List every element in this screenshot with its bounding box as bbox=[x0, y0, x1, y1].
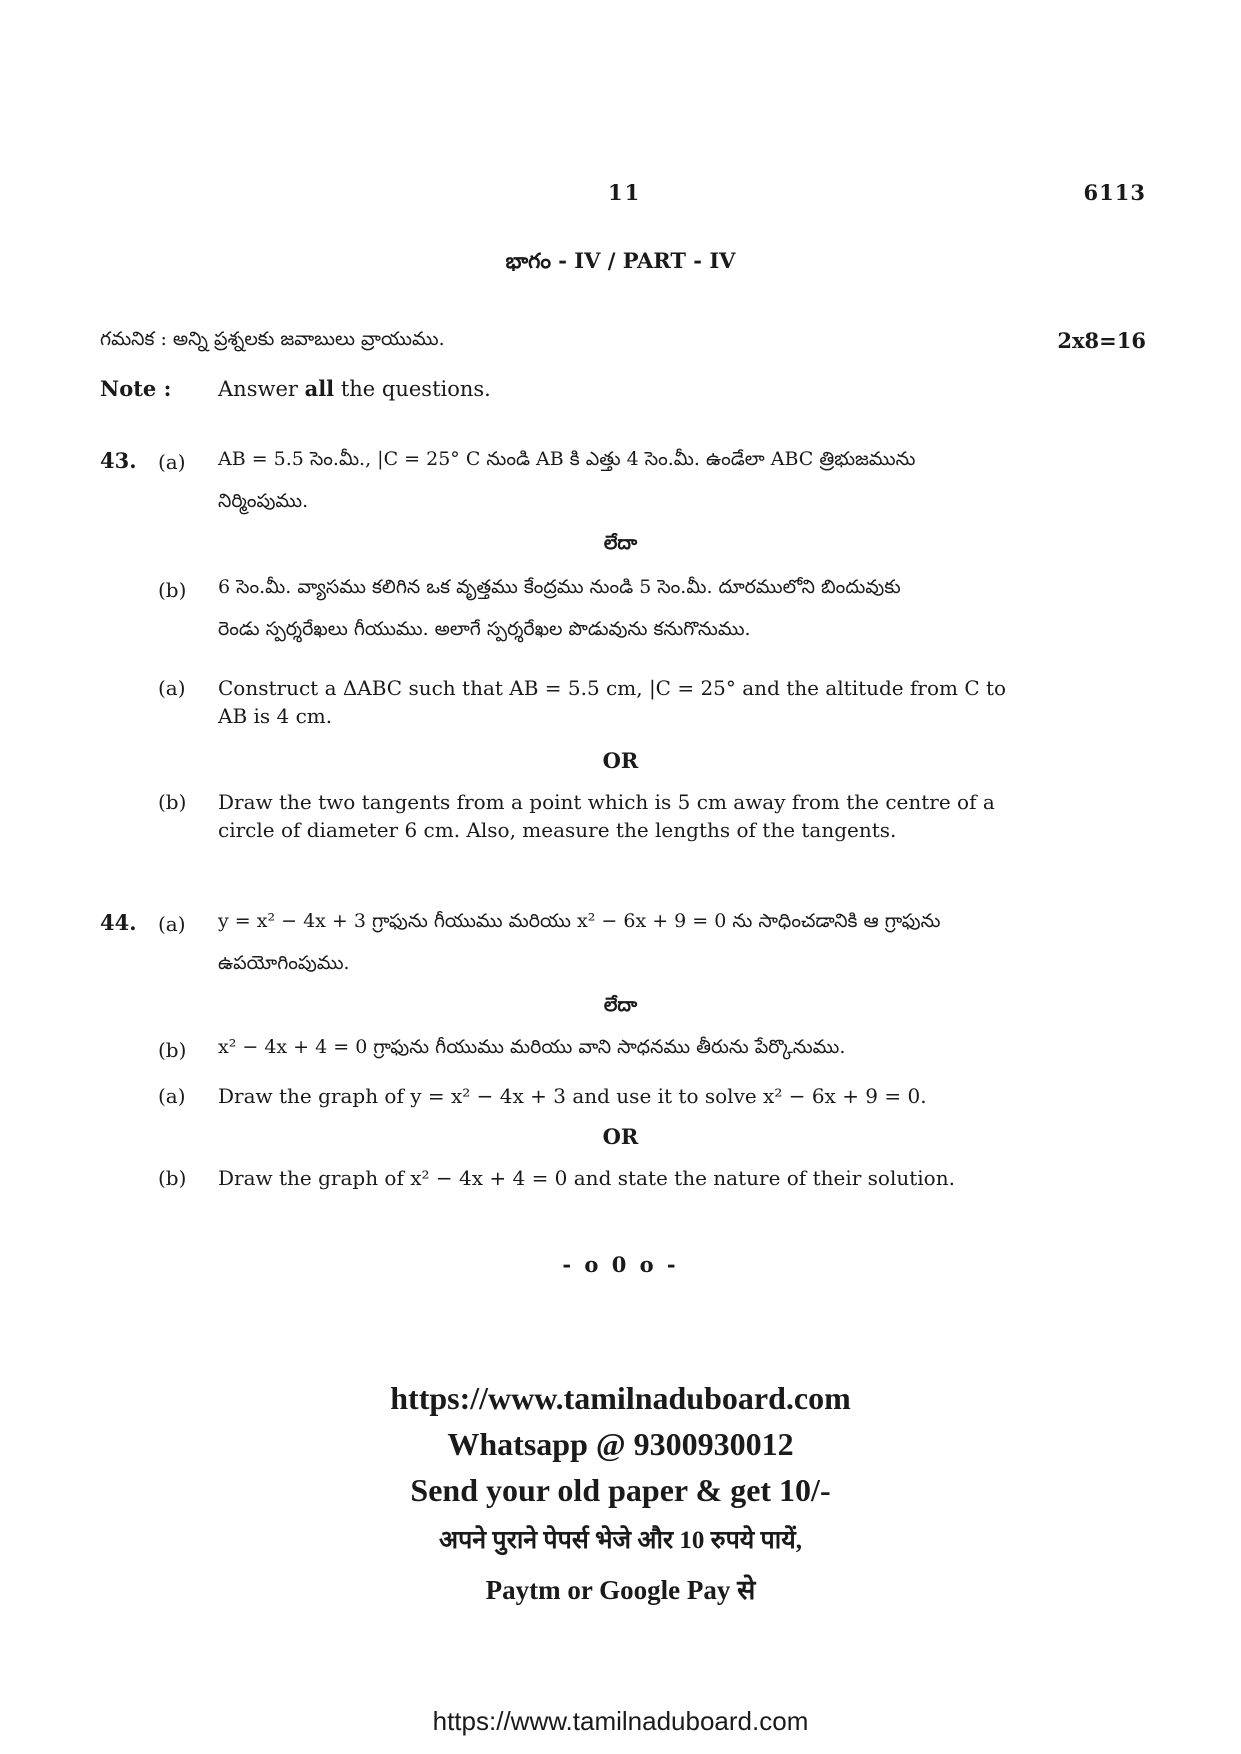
text-line: x² − 4x + 4 = 0 గ్రాఫును గీయుము మరియు వాని సాధనము తీరును పేర్కొనుము. bbox=[218, 1036, 846, 1058]
promo-payment: Paytm or Google Pay से bbox=[485, 1575, 756, 1605]
promo-hindi: अपने पुराने पेपर्स भेजे और 10 रुपये पायें, bbox=[438, 1527, 802, 1554]
option-label: (b) bbox=[158, 790, 187, 814]
text-line: Draw the graph of x² − 4x + 4 = 0 and state the nature of their solution. bbox=[218, 1166, 955, 1190]
option-label: (a) bbox=[158, 912, 186, 936]
promo-offer: Send your old paper & get 10/- bbox=[410, 1472, 831, 1508]
part-title: భాగం - IV / PART - IV bbox=[505, 248, 736, 273]
or-english: OR bbox=[602, 748, 639, 773]
question-text-telugu-b bbox=[218, 566, 1088, 650]
note-text bbox=[218, 376, 491, 401]
promo-whatsapp: Whatsapp @ 9300930012 bbox=[447, 1426, 794, 1462]
promo-url: https://www.tamilnaduboard.com bbox=[390, 1380, 851, 1416]
option-label: (a) bbox=[158, 1084, 186, 1108]
text-line: Construct a ΔABC such that AB = 5.5 cm, |C = 25° and the altitude from C to bbox=[218, 676, 1007, 700]
question-text-english-b bbox=[218, 788, 1088, 844]
text-line: circle of diameter 6 cm. Also, measure the lengths of the tangents. bbox=[218, 818, 897, 842]
option-label: (b) bbox=[158, 1166, 187, 1190]
text-line: ఉపయోగింపుము. bbox=[218, 952, 350, 974]
text-line: AB = 5.5 సెం.మీ., |C = 25° C నుండి AB కి ఎత్తు 4 సెం.మీ. ఉండేలా ABC త్రిభుజమును bbox=[218, 448, 916, 470]
or-telugu: లేదా bbox=[603, 994, 638, 1016]
text-line: రెండు స్పర్శరేఖలు గీయుము. అలాగే స్పర్శరేఖల పొడువును కనుగొనుము. bbox=[218, 618, 751, 640]
end-mark: - o 0 o - bbox=[562, 1252, 679, 1277]
marks-label: 2x8=16 bbox=[1057, 328, 1146, 353]
text-line: Draw the graph of y = x² − 4x + 3 and use it to solve x² − 6x + 9 = 0. bbox=[218, 1084, 927, 1108]
note-text-before: Answer bbox=[218, 377, 305, 401]
option-label: (b) bbox=[158, 578, 187, 602]
text-line: AB is 4 cm. bbox=[218, 704, 333, 728]
page-number: 11 bbox=[608, 180, 642, 205]
paper-code: 6113 bbox=[1083, 180, 1146, 205]
or-telugu: లేదా bbox=[603, 532, 638, 554]
text-line: నిర్మింపుము. bbox=[218, 490, 309, 512]
question-text-english-a bbox=[218, 674, 1088, 730]
question-text-english-b bbox=[218, 1164, 1088, 1192]
note-telugu: గమనిక : అన్ని ప్రశ్నలకు జవాబులు వ్రాయుము. bbox=[100, 328, 445, 350]
or-english: OR bbox=[602, 1124, 639, 1149]
question-number: 44. bbox=[100, 910, 137, 935]
text-line: y = x² − 4x + 3 గ్రాఫును గీయుము మరియు x² − 6x + 9 = 0 ను సాధించడానికి ఆ గ్రాఫును bbox=[218, 910, 941, 932]
question-number: 43. bbox=[100, 448, 137, 473]
question-text-telugu-a bbox=[218, 438, 1088, 522]
option-label: (b) bbox=[158, 1038, 187, 1062]
text-line: Draw the two tangents from a point which is 5 cm away from the centre of a bbox=[218, 790, 995, 814]
note-text-bold: all bbox=[304, 376, 335, 401]
question-text-english-a bbox=[218, 1082, 1088, 1110]
question-text-telugu-b bbox=[218, 1026, 1088, 1068]
note-text-after: the questions. bbox=[334, 377, 491, 401]
note-label: Note : bbox=[100, 376, 172, 401]
footer-url: https://www.tamilnaduboard.com bbox=[432, 1706, 809, 1736]
option-label: (a) bbox=[158, 676, 186, 700]
option-label: (a) bbox=[158, 450, 186, 474]
text-line: 6 సెం.మీ. వ్యాసము కలిగిన ఒక వృత్తము కేంద్రము నుండి 5 సెం.మీ. దూరములోని బిందువుకు bbox=[218, 576, 901, 598]
question-text-telugu-a bbox=[218, 900, 1088, 984]
